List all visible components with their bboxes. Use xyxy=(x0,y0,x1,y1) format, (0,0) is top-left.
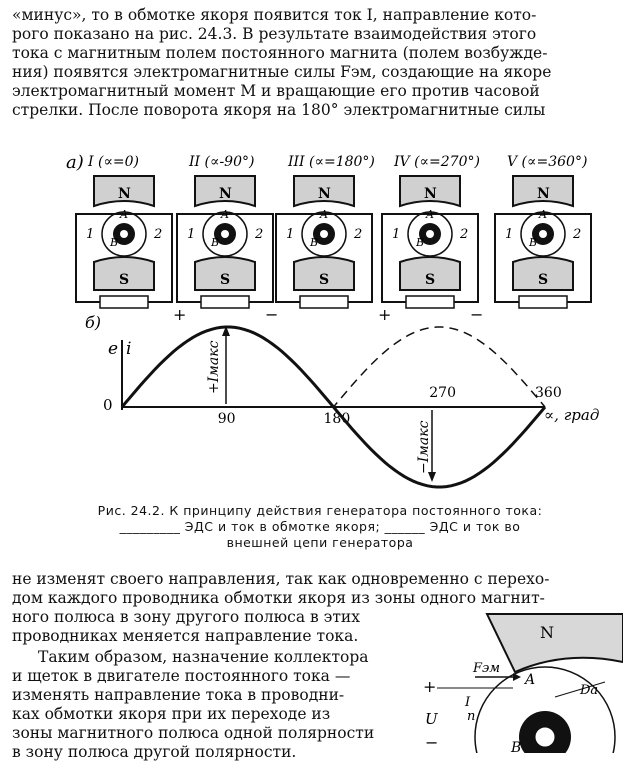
position-label: I (∝=0) xyxy=(88,154,140,170)
conductor-2-label: 2 xyxy=(460,227,469,242)
load-resistor xyxy=(519,296,567,308)
pole-n-label: N xyxy=(219,186,232,202)
text-line: дом каждого проводника обмотки якоря из зоны одного магнит- xyxy=(12,589,545,607)
minus-label: − xyxy=(265,305,279,324)
conductor-2-label: 2 xyxy=(354,227,363,242)
origin-label: 0 xyxy=(103,396,113,414)
brush-b-label: B xyxy=(511,740,522,753)
figure-caption xyxy=(40,503,600,551)
generator-position xyxy=(378,154,483,324)
text-line: тока с магнитным полем постоянного магнита (полем возбужде- xyxy=(12,44,548,62)
figure-24-2 xyxy=(0,140,623,500)
position-label: V (∝=360°) xyxy=(507,154,588,170)
pole-n-label: N xyxy=(537,186,550,202)
text-line: и щеток в двигателе постоянного тока — xyxy=(12,667,351,685)
pole-s-label: S xyxy=(538,272,549,288)
caption-line: Рис. 24.2. К принципу действия генератора постоянного тока: xyxy=(97,503,543,518)
text-line: рого показано на рис. 24.3. В результате взаимодействия этого xyxy=(12,25,537,43)
axis-y-e: e xyxy=(108,339,119,359)
text-line: зоны магнитного полюса одной полярности xyxy=(12,724,375,742)
series-dashed-external-circuit xyxy=(122,327,545,407)
brush-a-label: A xyxy=(426,208,434,221)
shaft xyxy=(535,727,555,747)
shaft xyxy=(221,230,229,238)
pole-n-label: N xyxy=(118,186,131,202)
brush-b-label: B xyxy=(310,236,319,249)
shaft xyxy=(120,230,128,238)
brush-b-label: B xyxy=(416,236,425,249)
paragraph-final xyxy=(12,648,412,762)
diameter-label: Dа xyxy=(580,683,599,698)
voltage-label: U xyxy=(425,710,438,728)
brush-b-label: B xyxy=(110,236,119,249)
plus-label: + xyxy=(378,305,392,324)
conductor-1-label: 1 xyxy=(505,227,514,242)
shaft xyxy=(539,230,547,238)
text-line: ния) появятся электромагнитные силы Fэм, создающие на якоре xyxy=(12,63,552,81)
pole-n-label: N xyxy=(318,186,331,202)
text-line: Таким образом, назначение коллектора xyxy=(38,648,369,666)
imax-neg-label: −Iмакс xyxy=(416,420,432,474)
figure-24-3-fragment xyxy=(415,612,623,753)
conductor-2-label: 2 xyxy=(255,227,264,242)
brush-a-label: A xyxy=(221,208,229,221)
load-resistor xyxy=(201,296,249,308)
caption-line: внешней цепи генератора xyxy=(226,535,414,550)
axis-y-i: i xyxy=(126,339,132,359)
pole-n-label: N xyxy=(540,623,554,642)
text-line: «минус», то в обмотке якоря появится ток I, направление кото- xyxy=(12,6,537,24)
brush-a-label: A xyxy=(320,208,328,221)
text-line: ках обмотки якоря при их переходе из xyxy=(12,705,331,723)
position-label: II (∝-90°) xyxy=(189,154,255,170)
text-line: ного полюса в зону другого полюса в этих xyxy=(12,608,360,626)
imax-pos-label: +Iмакс xyxy=(206,340,222,394)
load-resistor xyxy=(300,296,348,308)
text-line: не изменят своего направления, так как одновременно с перехо- xyxy=(12,570,550,588)
conductor-2-label: 2 xyxy=(573,227,582,242)
speed-label: n xyxy=(467,709,476,724)
brush-a-label: A xyxy=(525,672,536,688)
force-arrowhead xyxy=(513,673,521,681)
figure-label-b: б) xyxy=(85,313,102,332)
x-tick-label: 180 xyxy=(323,411,351,427)
minus-label: − xyxy=(425,733,439,752)
conductor-1-label: 1 xyxy=(187,227,196,242)
pole-s-label: S xyxy=(319,272,330,288)
pole-n-label: N xyxy=(424,186,437,202)
position-label: III (∝=180°) xyxy=(288,154,375,170)
text-line: изменять направление тока в проводни- xyxy=(12,686,345,704)
caption-line: _________ ЭДС и ток в обмотке якоря; ______ ЭДС и ток во xyxy=(119,519,521,534)
position-label: IV (∝=270°) xyxy=(394,154,480,170)
generator-position xyxy=(276,154,375,308)
paragraph-top xyxy=(12,6,617,120)
brush-b-label: B xyxy=(529,236,538,249)
conductor-1-label: 1 xyxy=(392,227,401,242)
generator-positions xyxy=(76,154,591,324)
pole-s-label: S xyxy=(220,272,231,288)
generator-position xyxy=(76,154,172,308)
plus-label: + xyxy=(423,677,437,696)
generator-position xyxy=(495,154,591,308)
conductor-1-label: 1 xyxy=(86,227,95,242)
shaft xyxy=(320,230,328,238)
x-tick-label: 90 xyxy=(217,411,236,427)
load-resistor xyxy=(406,296,454,308)
minus-label: − xyxy=(470,305,484,324)
conductor-2-label: 2 xyxy=(154,227,163,242)
x-tick-label: 270 xyxy=(429,385,456,401)
brush-a-label: A xyxy=(539,208,547,221)
brush-a-label: A xyxy=(120,208,128,221)
x-axis-label: ∝, град xyxy=(544,406,600,424)
figure-label-a: а) xyxy=(66,152,84,173)
shaft xyxy=(426,230,434,238)
force-label: Fэм xyxy=(473,661,501,676)
conductor-1-label: 1 xyxy=(286,227,295,242)
generator-position xyxy=(173,154,278,324)
x-tick-label: 360 xyxy=(535,385,562,401)
plus-label: + xyxy=(173,305,187,324)
text-line: проводниках меняется направление тока. xyxy=(12,627,359,645)
pole-s-label: S xyxy=(119,272,130,288)
pole-n-shape xyxy=(487,614,623,672)
pole-s-label: S xyxy=(425,272,436,288)
load-resistor xyxy=(100,296,148,308)
brush-b-label: B xyxy=(211,236,220,249)
text-line: стрелки. После поворота якоря на 180° электромагнитные силы xyxy=(12,101,546,119)
text-line: в зону полюса другой полярности. xyxy=(12,743,297,761)
text-line: электромагнитный момент M и вращающие его против часовой xyxy=(12,82,540,100)
current-label: I xyxy=(465,695,471,710)
